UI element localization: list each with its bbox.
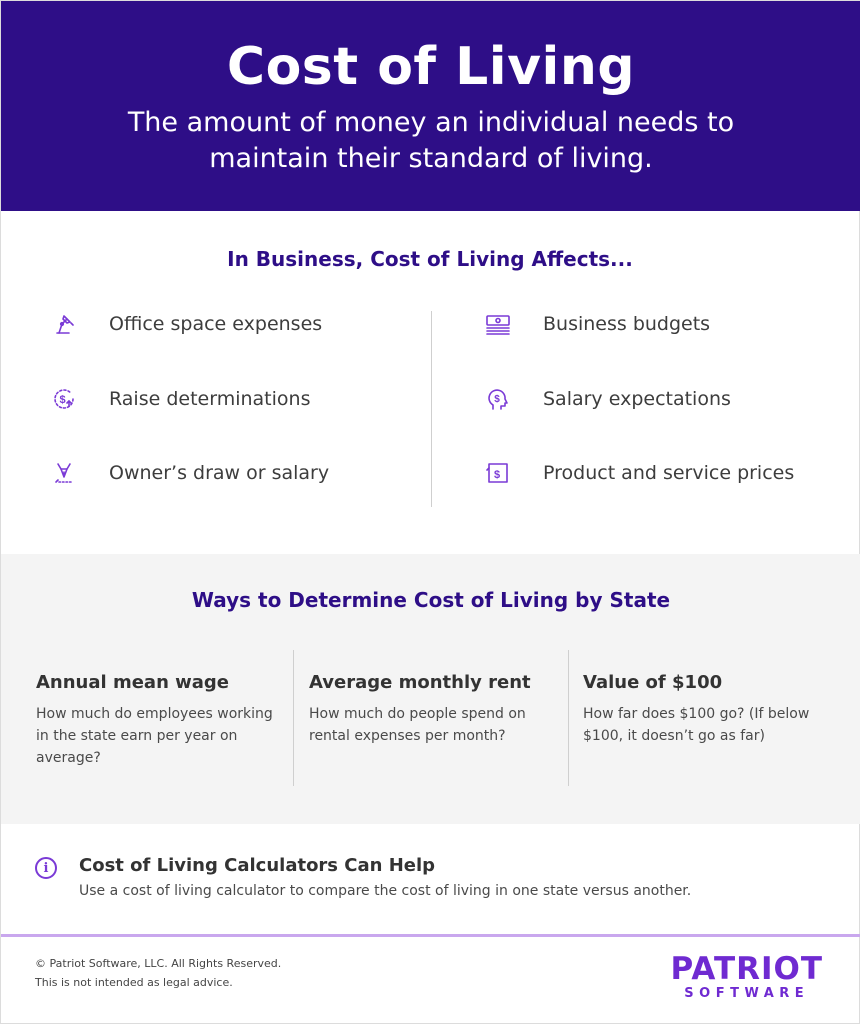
ways-section: [1, 554, 860, 824]
header-banner: [1, 1, 860, 211]
ways-divider-2: [568, 650, 569, 786]
cash-stack-icon: [483, 309, 513, 339]
page-title: Cost of Living: [226, 37, 636, 97]
way-annual-mean-wage: [36, 672, 276, 769]
price-tag-icon: [483, 458, 513, 488]
logo-wordmark-top: PATRIOT: [670, 951, 823, 987]
affects-heading: In Business, Cost of Living Affects...: [227, 247, 633, 271]
affect-label: Product and service prices: [543, 462, 795, 484]
ways-heading: Ways to Determine Cost of Living by State: [191, 588, 671, 612]
way-description: How much do employees working in the state earn per year on average?: [36, 706, 273, 766]
affect-item-raise: [49, 379, 310, 419]
page-subtitle: The amount of money an individual needs to maintain their standard of living.: [127, 107, 735, 174]
affect-label: Salary expectations: [543, 388, 731, 410]
affect-label: Business budgets: [543, 313, 711, 335]
affect-item-salary-expectations: [483, 379, 731, 419]
footer-legal: [35, 954, 281, 992]
affect-label: Raise determinations: [109, 388, 311, 410]
way-title: Annual mean wage: [36, 672, 230, 693]
tip-description: Use a cost of living calculator to compare the cost of living in one state versus another.: [79, 883, 692, 899]
svg-text:$: $: [494, 469, 501, 481]
way-average-monthly-rent: [309, 672, 545, 747]
way-description: How far does $100 go? (If below $100, it doesn’t go as far): [583, 706, 810, 744]
affect-item-owners-draw: [49, 453, 329, 493]
affects-divider: [431, 311, 432, 507]
way-description: How much do people spend on rental expenses per month?: [309, 706, 526, 744]
copyright-text: © Patriot Software, LLC. All Rights Reserved.: [35, 957, 282, 970]
tip-title: Cost of Living Calculators Can Help: [79, 855, 436, 876]
footer-divider: [1, 934, 860, 937]
affect-label: Owner’s draw or salary: [109, 462, 330, 484]
affect-item-prices: [483, 453, 794, 493]
ways-divider-1: [293, 650, 294, 786]
logo-wordmark-bottom: SOFTWARE: [684, 986, 810, 1001]
head-dollar-icon: [483, 384, 513, 414]
way-title: Average monthly rent: [309, 672, 531, 693]
info-icon: i: [35, 857, 57, 879]
affect-item-office-space: [49, 304, 322, 344]
disclaimer-text: This is not intended as legal advice.: [35, 976, 233, 989]
way-title: Value of $100: [583, 672, 723, 693]
desk-lamp-icon: [49, 309, 79, 339]
svg-text:$: $: [59, 394, 66, 406]
affect-label: Office space expenses: [109, 313, 323, 335]
affect-item-budgets: [483, 304, 710, 344]
pen-signature-icon: [49, 458, 79, 488]
way-value-of-100: [583, 672, 823, 747]
svg-text:$: $: [494, 394, 500, 405]
dollar-raise-icon: [49, 384, 79, 414]
patriot-software-logo: [670, 953, 823, 1002]
